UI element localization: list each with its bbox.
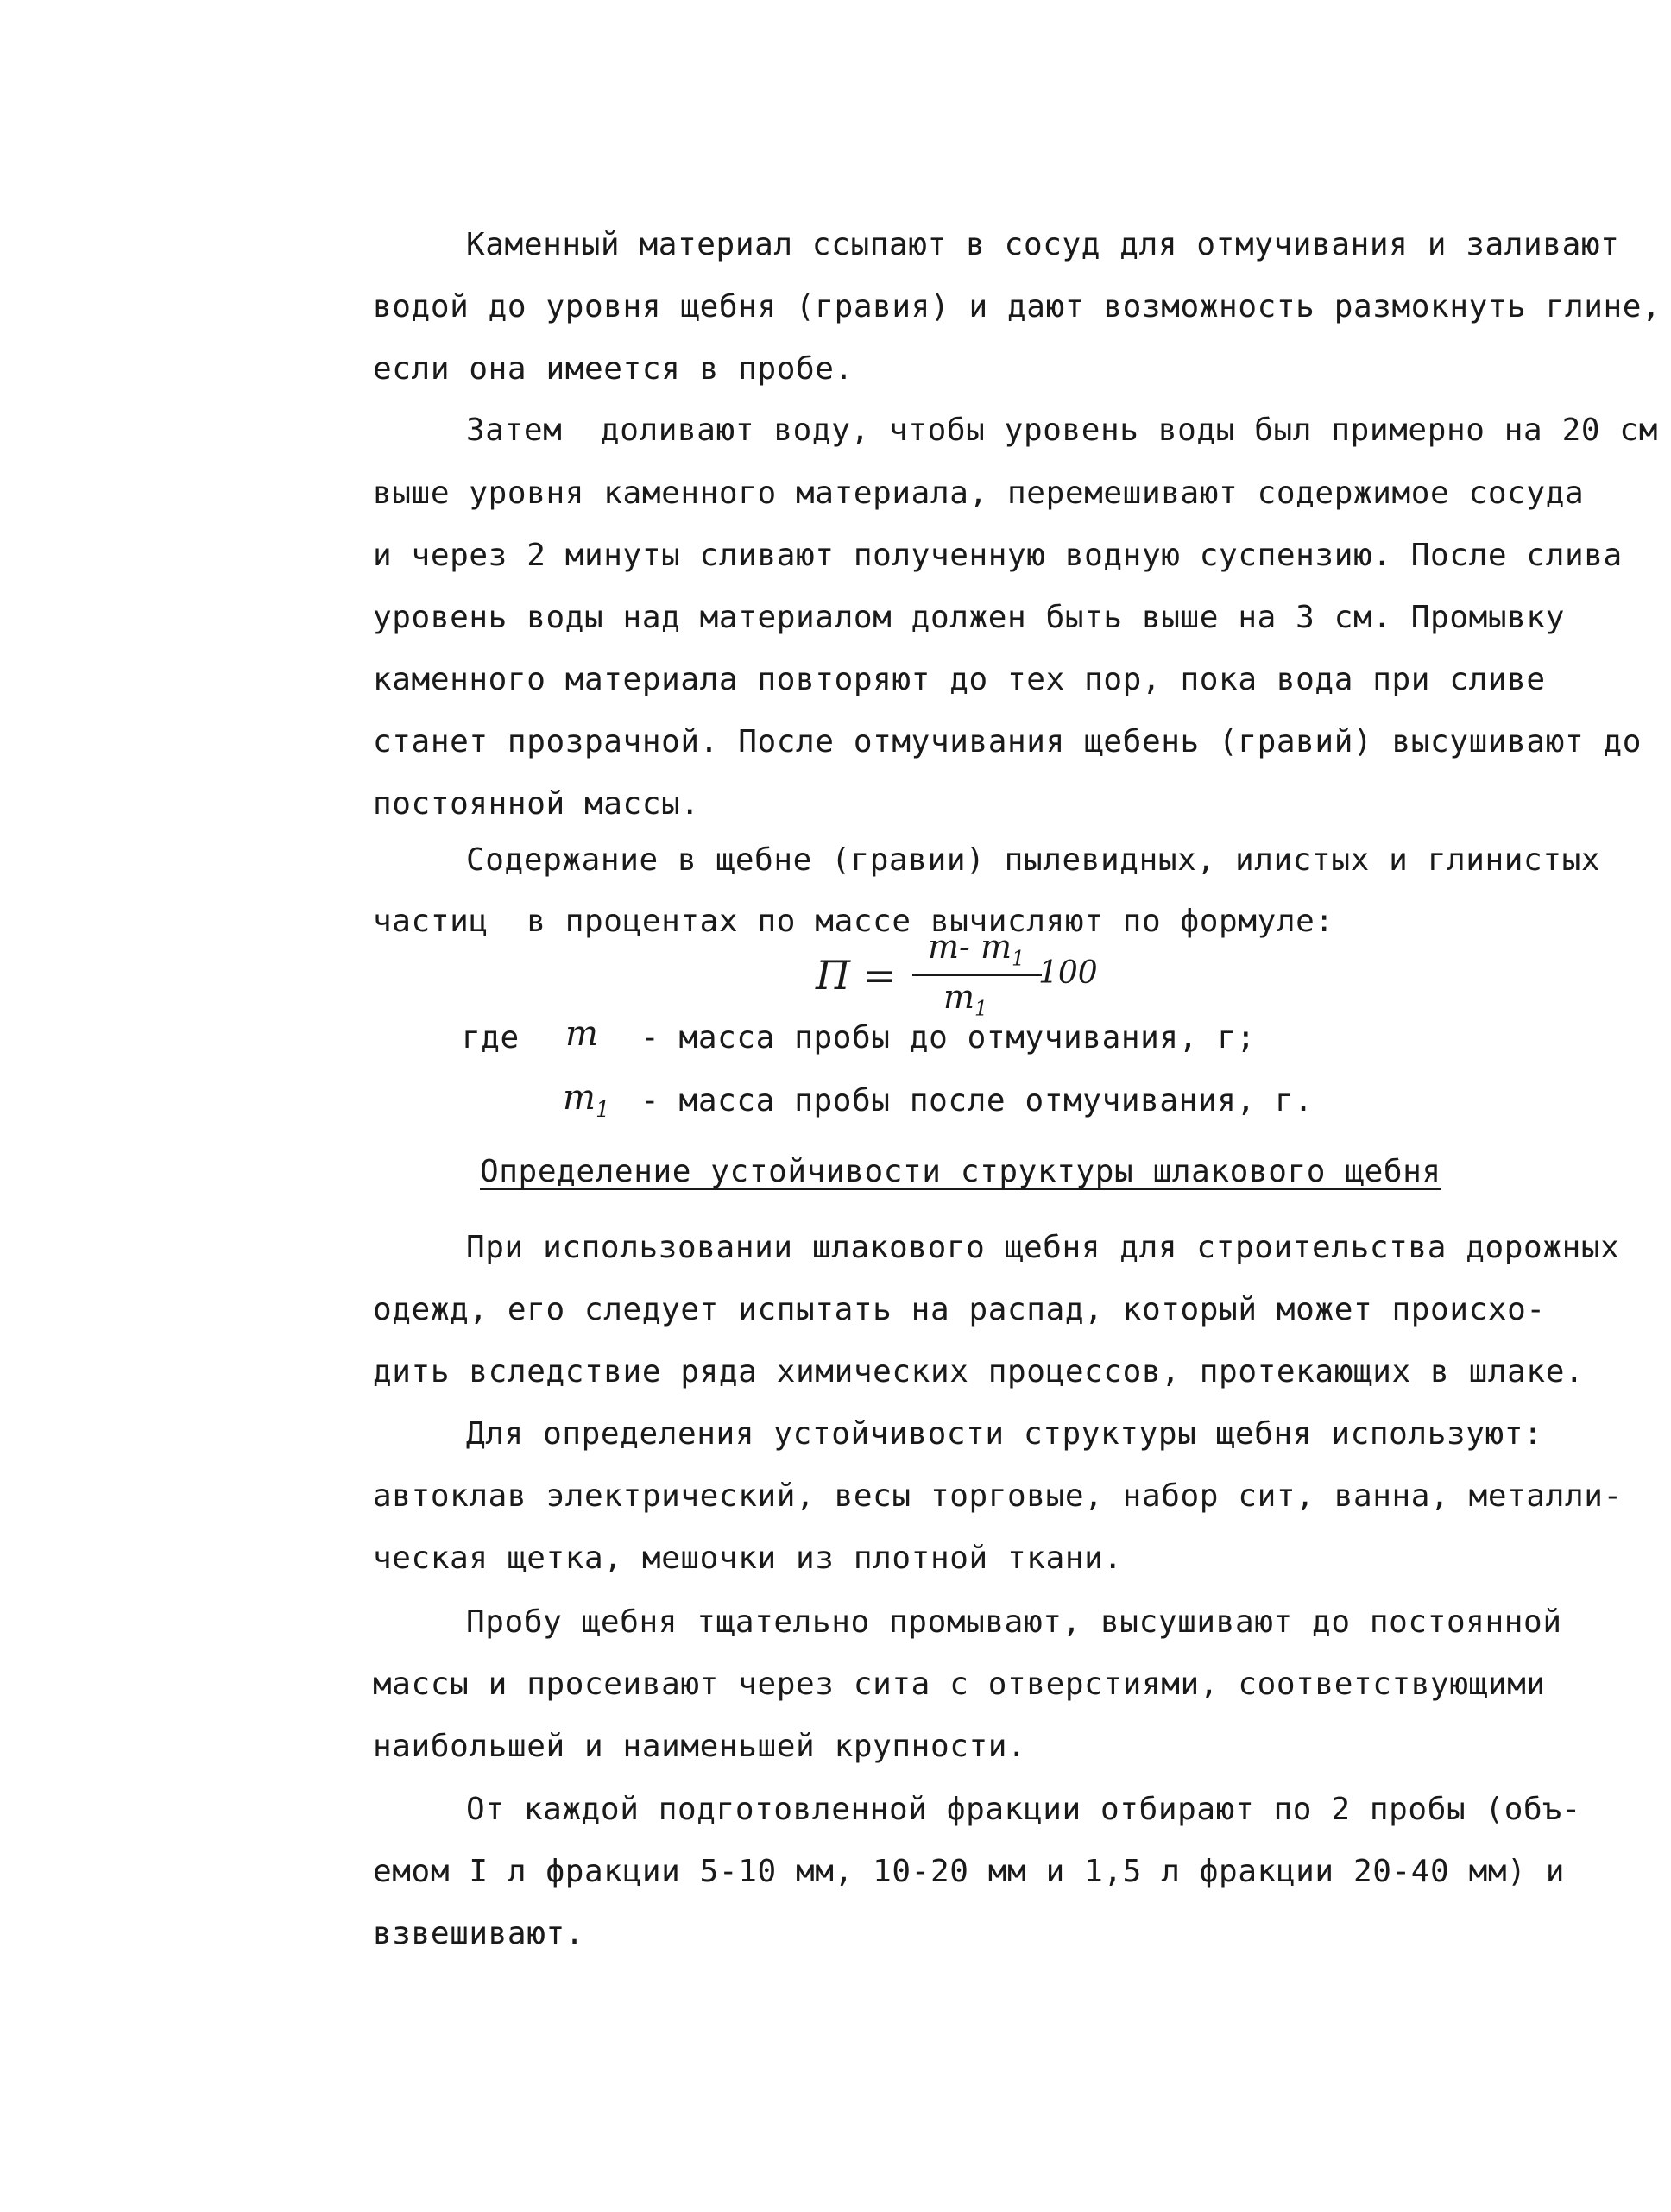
where-word: где (462, 1020, 520, 1056)
text-line: если она имеется в пробе. (373, 351, 854, 387)
text-line: Каменный материал ссыпают в сосуд для отмучивания и заливают (466, 227, 1620, 262)
text-line: частиц в процентах по массе вычисляют по формуле: (373, 904, 1334, 939)
fraction-bar (912, 974, 1042, 976)
text-line: Пробу щебня тщательно промывают, высушивают до постоянной (466, 1604, 1562, 1640)
text-line: От каждой подготовленной фракции отбирают по 2 пробы (объ- (466, 1792, 1581, 1827)
text-line: емом I л фракции 5-10 мм, 10-20 мм и 1,5 л фракции 20-40 мм) и (373, 1854, 1565, 1889)
text-line: массы и просеивают через сита с отверстиями, соответствующими (373, 1667, 1546, 1702)
formula-dust-content (816, 928, 1100, 1023)
formula-lhs: П = (816, 952, 897, 999)
text-line: автоклав электрический, весы торговые, набор сит, ванна, металли- (373, 1478, 1623, 1514)
text-line: постоянной массы. (373, 786, 700, 822)
text-line: Содержание в щебне (гравии) пылевидных, илистых и глинистых (466, 842, 1601, 878)
text-line: выше уровня каменного материала, перемешивают содержимое сосуда (373, 476, 1585, 511)
text-line: каменного материала повторяют до тех пор, пока вода при сливе (373, 662, 1546, 697)
variable-m1: $m_1$ (563, 1078, 610, 1123)
section-heading: Определение устойчивости структуры шлакового щебня (480, 1154, 1441, 1189)
text-line: Затем доливают воду, чтобы уровень воды был примерно на 20 см (466, 413, 1658, 448)
text-line: взвешивают. (373, 1916, 585, 1951)
formula-multiplier: 100 (1038, 955, 1098, 991)
text-line: наибольшей и наименьшей крупности. (373, 1729, 1027, 1764)
text-line: При использовании шлакового щебня для строительства дорожных (466, 1230, 1620, 1265)
where-description: - масса пробы до отмучивания, г; (640, 1020, 1256, 1056)
where-description: - масса пробы после отмучивания, г. (640, 1083, 1314, 1119)
text-line: ческая щетка, мешочки из плотной ткани. (373, 1541, 1123, 1576)
text-line: водой до уровня щебня (гравия) и дают возможность размокнуть глине, (373, 289, 1662, 325)
variable-m: m (565, 1014, 598, 1054)
text-line: дить вследствие ряда химических процессов, протекающих в шлаке. (373, 1354, 1585, 1390)
text-line: уровень воды над материалом должен быть выше на 3 см. Промывку (373, 600, 1565, 635)
formula-numerator: m- $m_1$ (928, 928, 1025, 971)
formula-denominator: $m_1$ (943, 978, 988, 1021)
text-line: Для определения устойчивости структуры щебня используют: (466, 1416, 1543, 1452)
text-line: станет прозрачной. После отмучивания щебень (гравий) высушивают до (373, 724, 1643, 759)
text-line: одежд, его следует испытать на распад, который может происхо- (373, 1292, 1546, 1327)
text-line: и через 2 минуты сливают полученную водную суспензию. После слива (373, 538, 1623, 573)
